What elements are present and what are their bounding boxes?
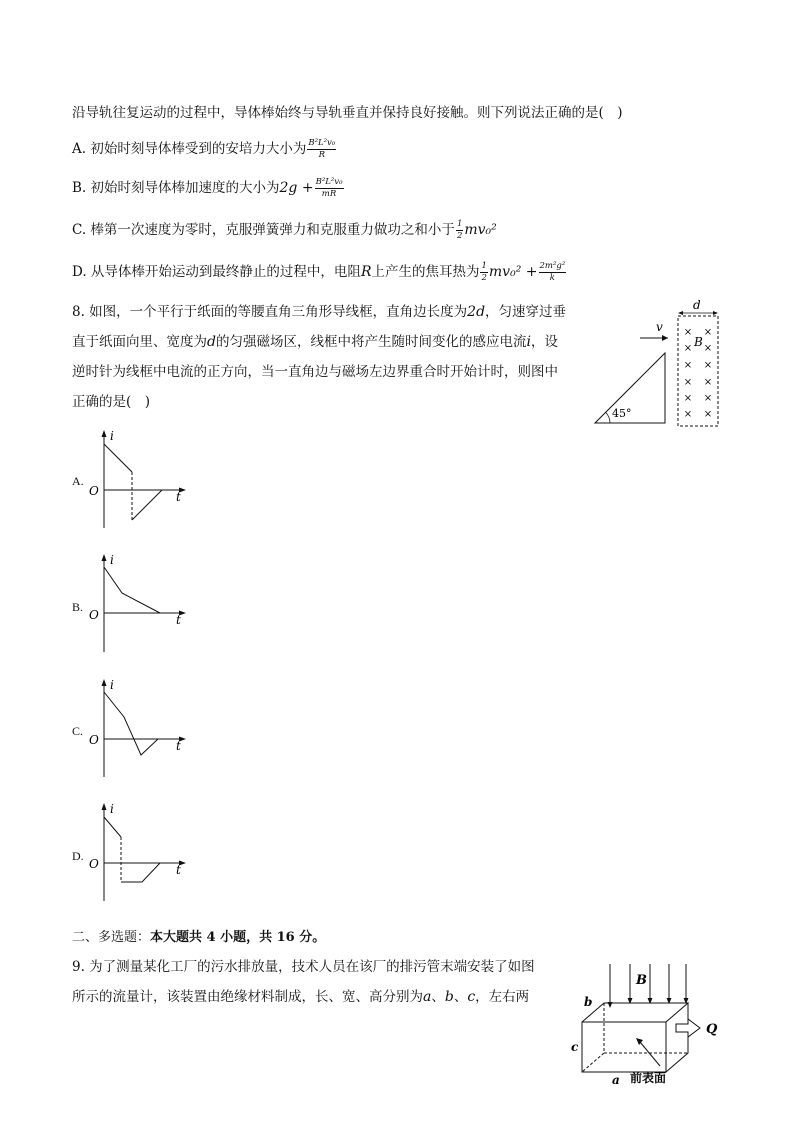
q7-b-math: 2g + <box>279 180 314 196</box>
q7-d-den2: k <box>549 273 555 283</box>
d-arrow-left <box>678 311 683 315</box>
q8-line2-pre: 直于纸面向里、宽度为 <box>72 334 207 350</box>
q8-line3-text: 逆时针为线框中电流的正方向，当一直角边与磁场左边界重合时开始计时，则图中 <box>72 364 558 380</box>
q9-line1-text: 9. 为了测量某化工厂的污水排放量，技术人员在该厂的排污管末端安装了如图 <box>72 959 535 975</box>
q8-option-d-label: D. <box>72 849 84 863</box>
q9-sep1: 、 <box>431 989 445 1005</box>
q7-c-math: mv₀² <box>464 222 497 238</box>
q7-d-num1: 1 <box>481 261 487 271</box>
q8-line4-text: 正确的是( ) <box>72 394 151 410</box>
q8-option-b-label: B. <box>72 600 84 614</box>
q8-line1 <box>72 302 566 322</box>
q7-c-num: 1 <box>456 219 463 229</box>
q8-line3 <box>72 362 558 382</box>
front-surface-pointer <box>640 1042 660 1066</box>
q8-line2 <box>72 332 558 352</box>
q8-line2-math: d <box>207 334 216 350</box>
angle-label: 45° <box>612 407 632 420</box>
q9-line2-pre: 所示的流量计，该装置由绝缘材料制成，长、宽、高分别为 <box>72 989 423 1005</box>
q7-c-den: 2 <box>456 231 463 241</box>
q7-d-fraction2 <box>539 262 567 283</box>
section-header <box>72 926 325 945</box>
y-axis-arrow <box>102 803 107 810</box>
origin-label: O <box>89 733 99 747</box>
current-curve <box>104 692 158 755</box>
q8-line2-post: ，设 <box>530 334 558 350</box>
q7-option-d <box>72 262 567 283</box>
q8-option-a-label: A. <box>72 474 84 488</box>
velocity-label: v <box>656 320 663 334</box>
q7-d-den1: 2 <box>481 273 487 283</box>
flowmeter-box <box>582 1003 688 1072</box>
cross: × <box>683 343 693 354</box>
current-curve <box>104 817 121 837</box>
q8-option-d-graph <box>86 801 196 903</box>
q9-sep2: 、 <box>453 989 468 1005</box>
cross: × <box>703 343 713 354</box>
q8-option-a-graph <box>86 428 196 530</box>
origin-label: O <box>89 608 99 622</box>
q7-option-b <box>72 178 345 199</box>
y-axis-label: i <box>110 429 114 443</box>
cross: × <box>703 360 713 371</box>
q9-var-b: b <box>444 989 454 1005</box>
angle-arc <box>606 412 610 423</box>
current-curve-neg <box>132 490 162 520</box>
field-B-label: B <box>694 335 703 349</box>
q9-line2 <box>72 987 529 1007</box>
q8-line1-pre: 8. 如图，一个平行于纸面的等腰直角三角形导线框，直角边长度为 <box>72 304 468 320</box>
q9-line2-post: ，左右两 <box>475 989 530 1005</box>
q7-stem-text: 沿导轨往复运动的过程中，导体棒始终与导轨垂直并保持良好接触。则下列说法正确的是( ) <box>72 105 623 121</box>
q8-line2-math2: i <box>526 334 531 350</box>
cross: × <box>683 327 693 338</box>
cross: × <box>683 360 693 371</box>
q7-b-text: B. 初始时刻导体棒加速度的大小为 <box>72 180 280 196</box>
cross: × <box>703 377 713 388</box>
y-axis-arrow <box>102 554 107 561</box>
q7-a-den: R <box>318 150 325 160</box>
q9-line1 <box>72 957 535 977</box>
q7-a-fraction <box>307 139 336 160</box>
q7-c-text: C. 棒第一次速度为零时，克服弹簧弹力和克服重力做功之和小于 <box>72 222 455 238</box>
q8-line4 <box>72 392 150 412</box>
q7-b-den: mR <box>321 189 337 199</box>
cross: × <box>683 409 693 420</box>
b-label: b <box>584 995 593 1009</box>
q9-var-c: c <box>467 989 476 1005</box>
q7-d-mid: 上产生的焦耳热为 <box>371 264 480 280</box>
y-axis-label: i <box>110 553 114 567</box>
Q-outflow-arrow <box>676 1019 700 1037</box>
q7-c-fraction <box>456 220 463 241</box>
q7-a-num: B²L²v₀ <box>308 138 336 148</box>
section-desc: 本大题共 4 小题，共 16 分。 <box>150 930 326 945</box>
cross: × <box>703 409 713 420</box>
q8-line1-post: ，匀速穿过垂 <box>485 304 567 320</box>
q7-b-num: B²L²v₀ <box>315 177 343 187</box>
q8-line1-math: 2d <box>467 304 486 320</box>
q8-line2-mid: 的匀强磁场区，线框中将产生随时间变化的感应电流 <box>215 334 527 350</box>
y-axis-arrow <box>102 679 107 686</box>
cross: × <box>703 327 713 338</box>
y-axis-label: i <box>110 678 114 692</box>
x-axis-label: t <box>176 739 181 753</box>
y-axis-label: i <box>110 802 114 816</box>
q9-var-a: a <box>423 989 432 1005</box>
q9-figure <box>568 958 728 1090</box>
cross: × <box>683 377 693 388</box>
q7-stem <box>72 103 623 123</box>
B-label: B <box>636 973 647 988</box>
Q-label: Q <box>706 1022 718 1037</box>
q7-option-c <box>72 220 497 241</box>
c-label: c <box>571 1040 579 1054</box>
x-axis-label: t <box>176 490 181 504</box>
q7-d-R: R <box>360 264 372 280</box>
q7-d-num2: 2m²g² <box>539 261 566 271</box>
q7-d-text: D. 从导体棒开始运动到最终静止的过程中，电阻 <box>72 264 361 280</box>
d-arrow-right <box>713 311 718 315</box>
d-label: d <box>693 298 701 312</box>
x-axis-label: t <box>176 863 181 877</box>
q7-d-fraction1 <box>480 262 487 283</box>
cross: × <box>703 393 713 404</box>
q8-option-b-graph <box>86 552 196 654</box>
origin-label: O <box>89 857 99 871</box>
q8-option-c-graph <box>86 677 196 779</box>
front-surface-label: 前表面 <box>630 1071 667 1085</box>
a-label: a <box>612 1073 620 1087</box>
section-title: 二、多选题： <box>72 930 151 945</box>
current-curve <box>104 567 160 613</box>
q8-option-c-label: C. <box>72 724 84 738</box>
q7-a-text: A. 初始时刻导体棒受到的安培力大小为 <box>72 141 307 157</box>
y-axis-arrow <box>102 430 107 437</box>
q8-figure <box>588 298 728 433</box>
q7-option-a <box>72 139 337 160</box>
q7-b-fraction <box>315 178 344 199</box>
origin-label: O <box>89 484 99 498</box>
current-curve-neg <box>121 863 160 882</box>
current-curve <box>104 444 132 472</box>
x-axis-label: t <box>176 613 181 627</box>
q7-d-math: mv₀² + <box>488 264 538 280</box>
cross: × <box>683 393 693 404</box>
velocity-arrowhead <box>662 335 668 341</box>
